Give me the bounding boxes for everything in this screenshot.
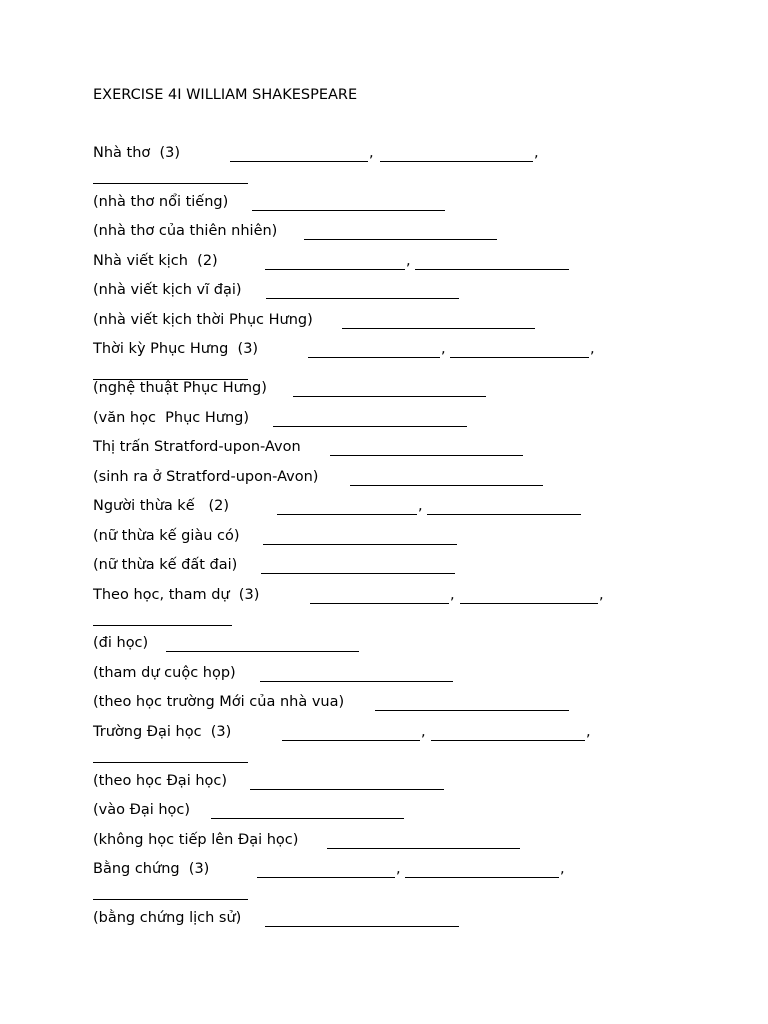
comma-separator: , bbox=[406, 253, 411, 269]
answer-blank[interactable] bbox=[166, 651, 359, 652]
answer-blank[interactable] bbox=[415, 269, 569, 270]
item-label: (theo học Đại học) bbox=[93, 773, 228, 789]
answer-blank[interactable] bbox=[260, 681, 453, 682]
comma-separator: , bbox=[396, 861, 401, 877]
answer-blank[interactable] bbox=[450, 357, 589, 358]
comma-separator: , bbox=[599, 587, 604, 603]
answer-blank[interactable] bbox=[252, 210, 445, 211]
answer-blank[interactable] bbox=[330, 455, 523, 456]
comma-separator: , bbox=[441, 341, 446, 357]
comma-separator: , bbox=[418, 498, 423, 514]
item-label: Người thừa kế (2) bbox=[93, 498, 229, 514]
answer-blank[interactable] bbox=[265, 269, 405, 270]
item-label: (nhà thơ của thiên nhiên) bbox=[93, 223, 278, 239]
answer-blank[interactable] bbox=[342, 328, 535, 329]
answer-blank[interactable] bbox=[265, 926, 459, 927]
item-label: (văn học Phục Hưng) bbox=[93, 410, 250, 426]
answer-blank[interactable] bbox=[230, 161, 368, 162]
item-label: (nữ thừa kế giàu có) bbox=[93, 528, 240, 544]
answer-blank[interactable] bbox=[431, 740, 585, 741]
item-label: (nhà viết kịch vĩ đại) bbox=[93, 282, 242, 298]
comma-separator: , bbox=[421, 724, 426, 740]
answer-blank[interactable] bbox=[257, 877, 395, 878]
answer-blank[interactable] bbox=[293, 396, 486, 397]
answer-blank[interactable] bbox=[460, 603, 598, 604]
answer-blank[interactable] bbox=[273, 426, 467, 427]
item-label: Bằng chứng (3) bbox=[93, 861, 210, 877]
answer-blank[interactable] bbox=[266, 298, 459, 299]
answer-blank[interactable] bbox=[405, 877, 559, 878]
answer-blank[interactable] bbox=[93, 762, 248, 763]
answer-blank[interactable] bbox=[93, 625, 232, 626]
item-label: Nhà thơ (3) bbox=[93, 145, 181, 161]
answer-blank[interactable] bbox=[93, 183, 248, 184]
item-label: (nhà viết kịch thời Phục Hưng) bbox=[93, 312, 313, 328]
item-label: (sinh ra ở Stratford-upon-Avon) bbox=[93, 469, 319, 485]
exercise-title: EXERCISE 4I WILLIAM SHAKESPEARE bbox=[93, 87, 358, 103]
comma-separator: , bbox=[450, 587, 455, 603]
comma-separator: , bbox=[369, 145, 374, 161]
item-label: (nữ thừa kế đất đai) bbox=[93, 557, 238, 573]
answer-blank[interactable] bbox=[380, 161, 533, 162]
comma-separator: , bbox=[560, 861, 565, 877]
answer-blank[interactable] bbox=[261, 573, 455, 574]
comma-separator: , bbox=[586, 724, 591, 740]
item-label: (tham dự cuộc họp) bbox=[93, 665, 236, 681]
item-label: (theo học trường Mới của nhà vua) bbox=[93, 694, 345, 710]
item-label: (bằng chứng lịch sử) bbox=[93, 910, 242, 926]
answer-blank[interactable] bbox=[310, 603, 449, 604]
comma-separator: , bbox=[534, 145, 539, 161]
item-label: Thời kỳ Phục Hưng (3) bbox=[93, 341, 259, 357]
answer-blank[interactable] bbox=[263, 544, 457, 545]
answer-blank[interactable] bbox=[427, 514, 581, 515]
item-label: (đi học) bbox=[93, 635, 149, 651]
item-label: Theo học, tham dự (3) bbox=[93, 587, 260, 603]
answer-blank[interactable] bbox=[211, 818, 404, 819]
answer-blank[interactable] bbox=[93, 899, 248, 900]
item-label: Thị trấn Stratford-upon-Avon bbox=[93, 439, 301, 455]
item-label: (vào Đại học) bbox=[93, 802, 191, 818]
answer-blank[interactable] bbox=[277, 514, 417, 515]
answer-blank[interactable] bbox=[308, 357, 440, 358]
item-label: (nghệ thuật Phục Hưng) bbox=[93, 380, 267, 396]
item-label: (nhà thơ nổi tiếng) bbox=[93, 194, 229, 210]
answer-blank[interactable] bbox=[304, 239, 497, 240]
answer-blank[interactable] bbox=[327, 848, 520, 849]
item-label: Nhà viết kịch (2) bbox=[93, 253, 218, 269]
answer-blank[interactable] bbox=[282, 740, 420, 741]
comma-separator: , bbox=[590, 341, 595, 357]
answer-blank[interactable] bbox=[250, 789, 444, 790]
item-label: (không học tiếp lên Đại học) bbox=[93, 832, 299, 848]
answer-blank[interactable] bbox=[350, 485, 543, 486]
answer-blank[interactable] bbox=[375, 710, 569, 711]
item-label: Trường Đại học (3) bbox=[93, 724, 232, 740]
